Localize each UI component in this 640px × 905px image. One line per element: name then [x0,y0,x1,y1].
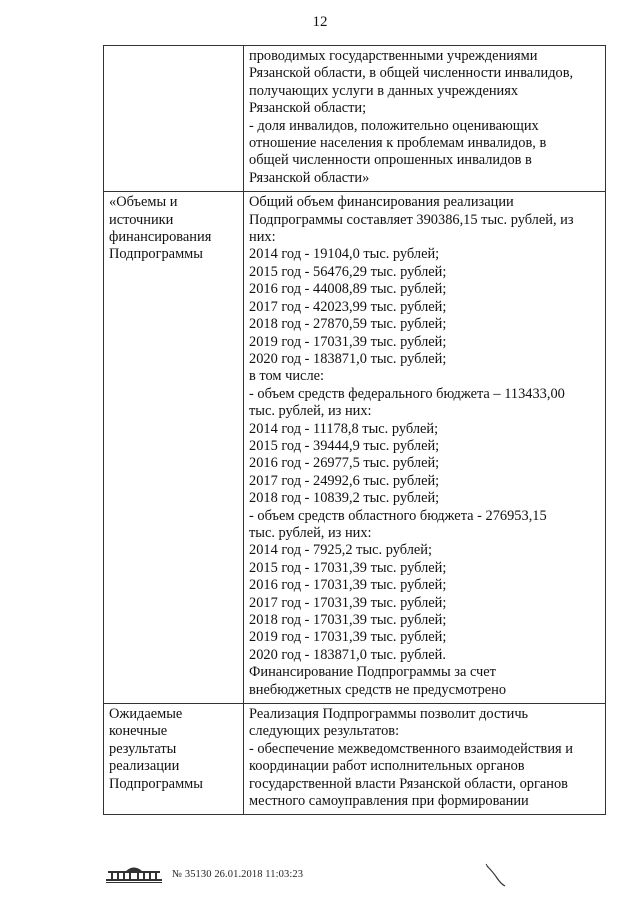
content-line: них: [249,229,276,246]
content-line: следующих результатов: [249,723,400,740]
content-line: тыс. рублей, из них: [249,403,372,420]
row-label-cell [104,46,244,192]
content-line: 2014 год - 19104,0 тыс. рублей; [249,246,440,263]
content-line: получающих услуги в данных учреждениях [249,82,519,99]
content-line: 2016 год - 26977,5 тыс. рублей; [249,455,440,472]
content-line: 2015 год - 56476,29 тыс. рублей; [249,263,447,280]
program-passport-table [103,45,606,815]
content-line: - обеспечение межведомственного взаимодействия и [249,740,573,757]
content-line: 2017 год - 24992,6 тыс. рублей; [249,472,440,489]
row-content-cell [244,192,606,704]
content-line: 2020 год - 183871,0 тыс. рублей. [249,646,446,663]
label-line: Подпрограммы [109,246,203,263]
registration-stamp: № 35130 26.01.2018 11:03:23 [172,868,304,880]
content-line: проводимых государственными учреждениями [249,48,538,64]
label-line: конечные [109,723,168,740]
content-line: 2018 год - 17031,39 тыс. рублей; [249,612,447,628]
table-row [104,192,606,704]
content-line: 2020 год - 183871,0 тыс. рублей; [249,350,447,367]
label-line: Ожидаемые [109,706,183,723]
content-line: 2015 год - 17031,39 тыс. рублей; [249,559,447,576]
content-line: 2018 год - 10839,2 тыс. рублей; [249,490,440,507]
row-content-cell [244,46,606,192]
label-line: результаты [109,740,177,757]
government-building-logo-icon [104,864,164,884]
content-line: общей численности опрошенных инвалидов в [249,152,532,169]
table-row [104,46,606,192]
content-line: 2015 год - 39444,9 тыс. рублей; [249,437,440,454]
content-line: - объем средств областного бюджета - 276953,15 [249,507,547,524]
content-line: 2016 год - 17031,39 тыс. рублей; [249,577,447,594]
content-line: Подпрограммы составляет 390386,15 тыс. рублей, из [249,211,574,228]
content-line: 2018 год - 27870,59 тыс. рублей; [249,316,447,333]
label-line: реализации [109,758,180,775]
content-line: отношение населения к проблемам инвалидов, в [249,135,547,152]
content-line: 2014 год - 11178,8 тыс. рублей; [249,420,439,437]
label-line: «Объемы и [109,194,178,211]
content-line: 2019 год - 17031,39 тыс. рублей; [249,629,447,646]
table-body [104,46,606,815]
content-line: в том числе: [249,368,325,385]
content-line: 2017 год - 17031,39 тыс. рублей; [249,594,447,611]
document-footer [104,864,303,884]
content-line: - объем средств федерального бюджета – 113433,00 [249,385,565,402]
content-line: 2017 год - 42023,99 тыс. рублей; [249,298,447,315]
content-line: координации работ исполнительных органов [249,758,525,775]
content-line: тыс. рублей, из них: [249,524,372,541]
content-line: Рязанской области» [249,169,370,186]
content-line: Рязанской области; [249,100,367,117]
content-line: Общий объем финансирования реализации [249,194,514,211]
content-line: Реализация Подпрограммы позволит достичь [249,706,529,723]
content-line: государственной власти Рязанской области, органов [249,775,568,792]
content-line: внебюджетных средств не предусмотрено [249,681,507,698]
content-line: Рязанской области, в общей численности инвалидов, [249,65,574,82]
content-line: местного самоуправления при формировании [249,793,529,810]
page-number: 12 [312,14,328,30]
label-line: источники [109,211,174,228]
content-line: 2016 год - 44008,89 тыс. рублей; [249,281,447,298]
row-label-cell [104,704,244,815]
content-line: Финансирование Подпрограммы за счет [249,664,496,681]
content-line: 2014 год - 7925,2 тыс. рублей; [249,542,432,559]
row-label-cell [104,192,244,704]
table-row [104,704,606,815]
handwritten-mark [484,862,508,888]
content-line: 2019 год - 17031,39 тыс. рублей; [249,333,447,350]
content-line: - доля инвалидов, положительно оценивающих [249,117,539,134]
row-content-cell [244,704,606,815]
label-line: Подпрограммы [109,775,203,792]
label-line: финансирования [109,229,212,246]
